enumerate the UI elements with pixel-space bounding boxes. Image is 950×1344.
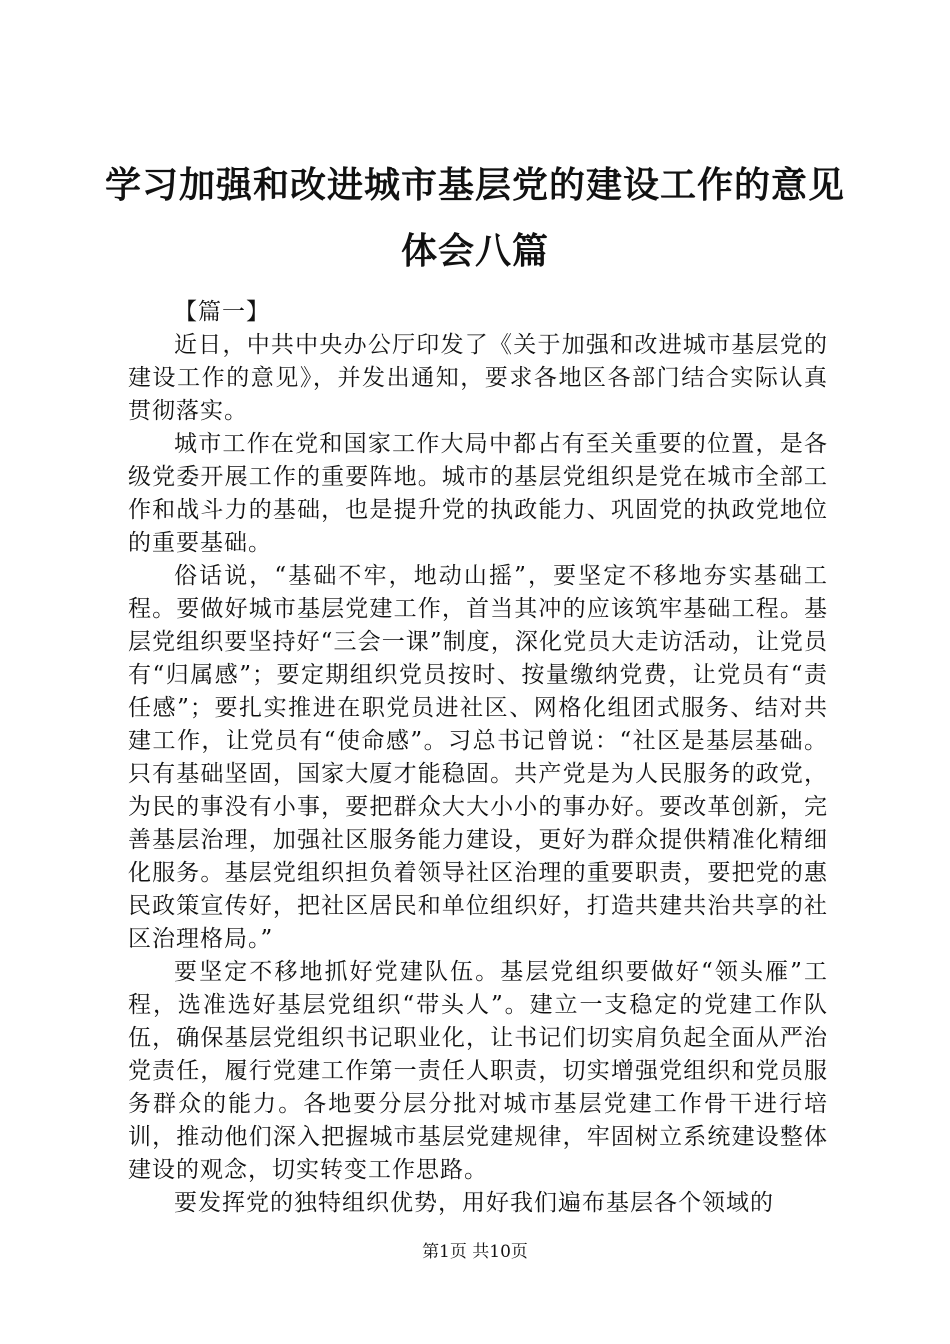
paragraph-4: 要坚定不移地抓好党建队伍。基层党组织要做好“领头雁”工程，选准选好基层党组织“带头人”。建立一支稳定的党建工作队伍，确保基层党组织书记职业化，让书记们切实肩负起全面从严治党责任，履行党建工作第一责任人职责，切实增强党组织和党员服务群众的能力。各地要分层分批对城市基层党建工作骨干进行培训，推动他们深入把握城市基层党建规律，牢固树立系统建设整体建设的观念，切实转变工作思路。 xyxy=(128,959,828,1183)
paragraph-3: 俗话说，“基础不牢，地动山摇”，要坚定不移地夯实基础工程。要做好城市基层党建工作，首当其冲的应该筑牢基础工程。基层党组织要坚持好“三会一课”制度，深化党员大走访活动，让党员有“归属感”；要定期组织党员按时、按量缴纳党费，让党员有“责任感”；要扎实推进在职党员进社区、网格化组团式服务、结对共建工作，让党员有“使命感”。习总书记曾说：“社区是基层基础。只有基础坚固，国家大厦才能稳固。共产党是为人民服务的政党，为民的事没有小事，要把群众大大小小的事办好。要改革创新，完善基层治理，加强社区服务能力建设，更好为群众提供精准化精细化服务。基层党组织担负着领导社区治理的重要职责，要把党的惠民政策宣传好，把社区居民和单位组织好，打造共建共治共享的社区治理格局。” xyxy=(128,563,828,952)
section-label: 【篇一】 xyxy=(174,299,270,325)
page-footer: 第1页 共10页 xyxy=(422,1242,528,1262)
document-title xyxy=(100,152,850,284)
title-line-2: 体会八篇 xyxy=(400,230,549,272)
paragraph-5: 要发挥党的独特组织优势，用好我们遍布基层各个领域的 xyxy=(174,1190,774,1216)
paragraph-2: 城市工作在党和国家工作大局中都占有至关重要的位置，是各级党委开展工作的重要阵地。城市的基层党组织是党在城市全部工作和战斗力的基础，也是提升党的执政能力、巩固党的执政党地位的重要基础。 xyxy=(128,431,828,556)
document-body xyxy=(128,296,828,1220)
title-line-1: 学习加强和改进城市基层党的建设工作的意见 xyxy=(104,164,845,206)
paragraph-1: 近日，中共中央办公厅印发了《关于加强和改进城市基层党的建设工作的意见》，并发出通知，要求各地区各部门结合实际认真贯彻落实。 xyxy=(128,332,828,424)
